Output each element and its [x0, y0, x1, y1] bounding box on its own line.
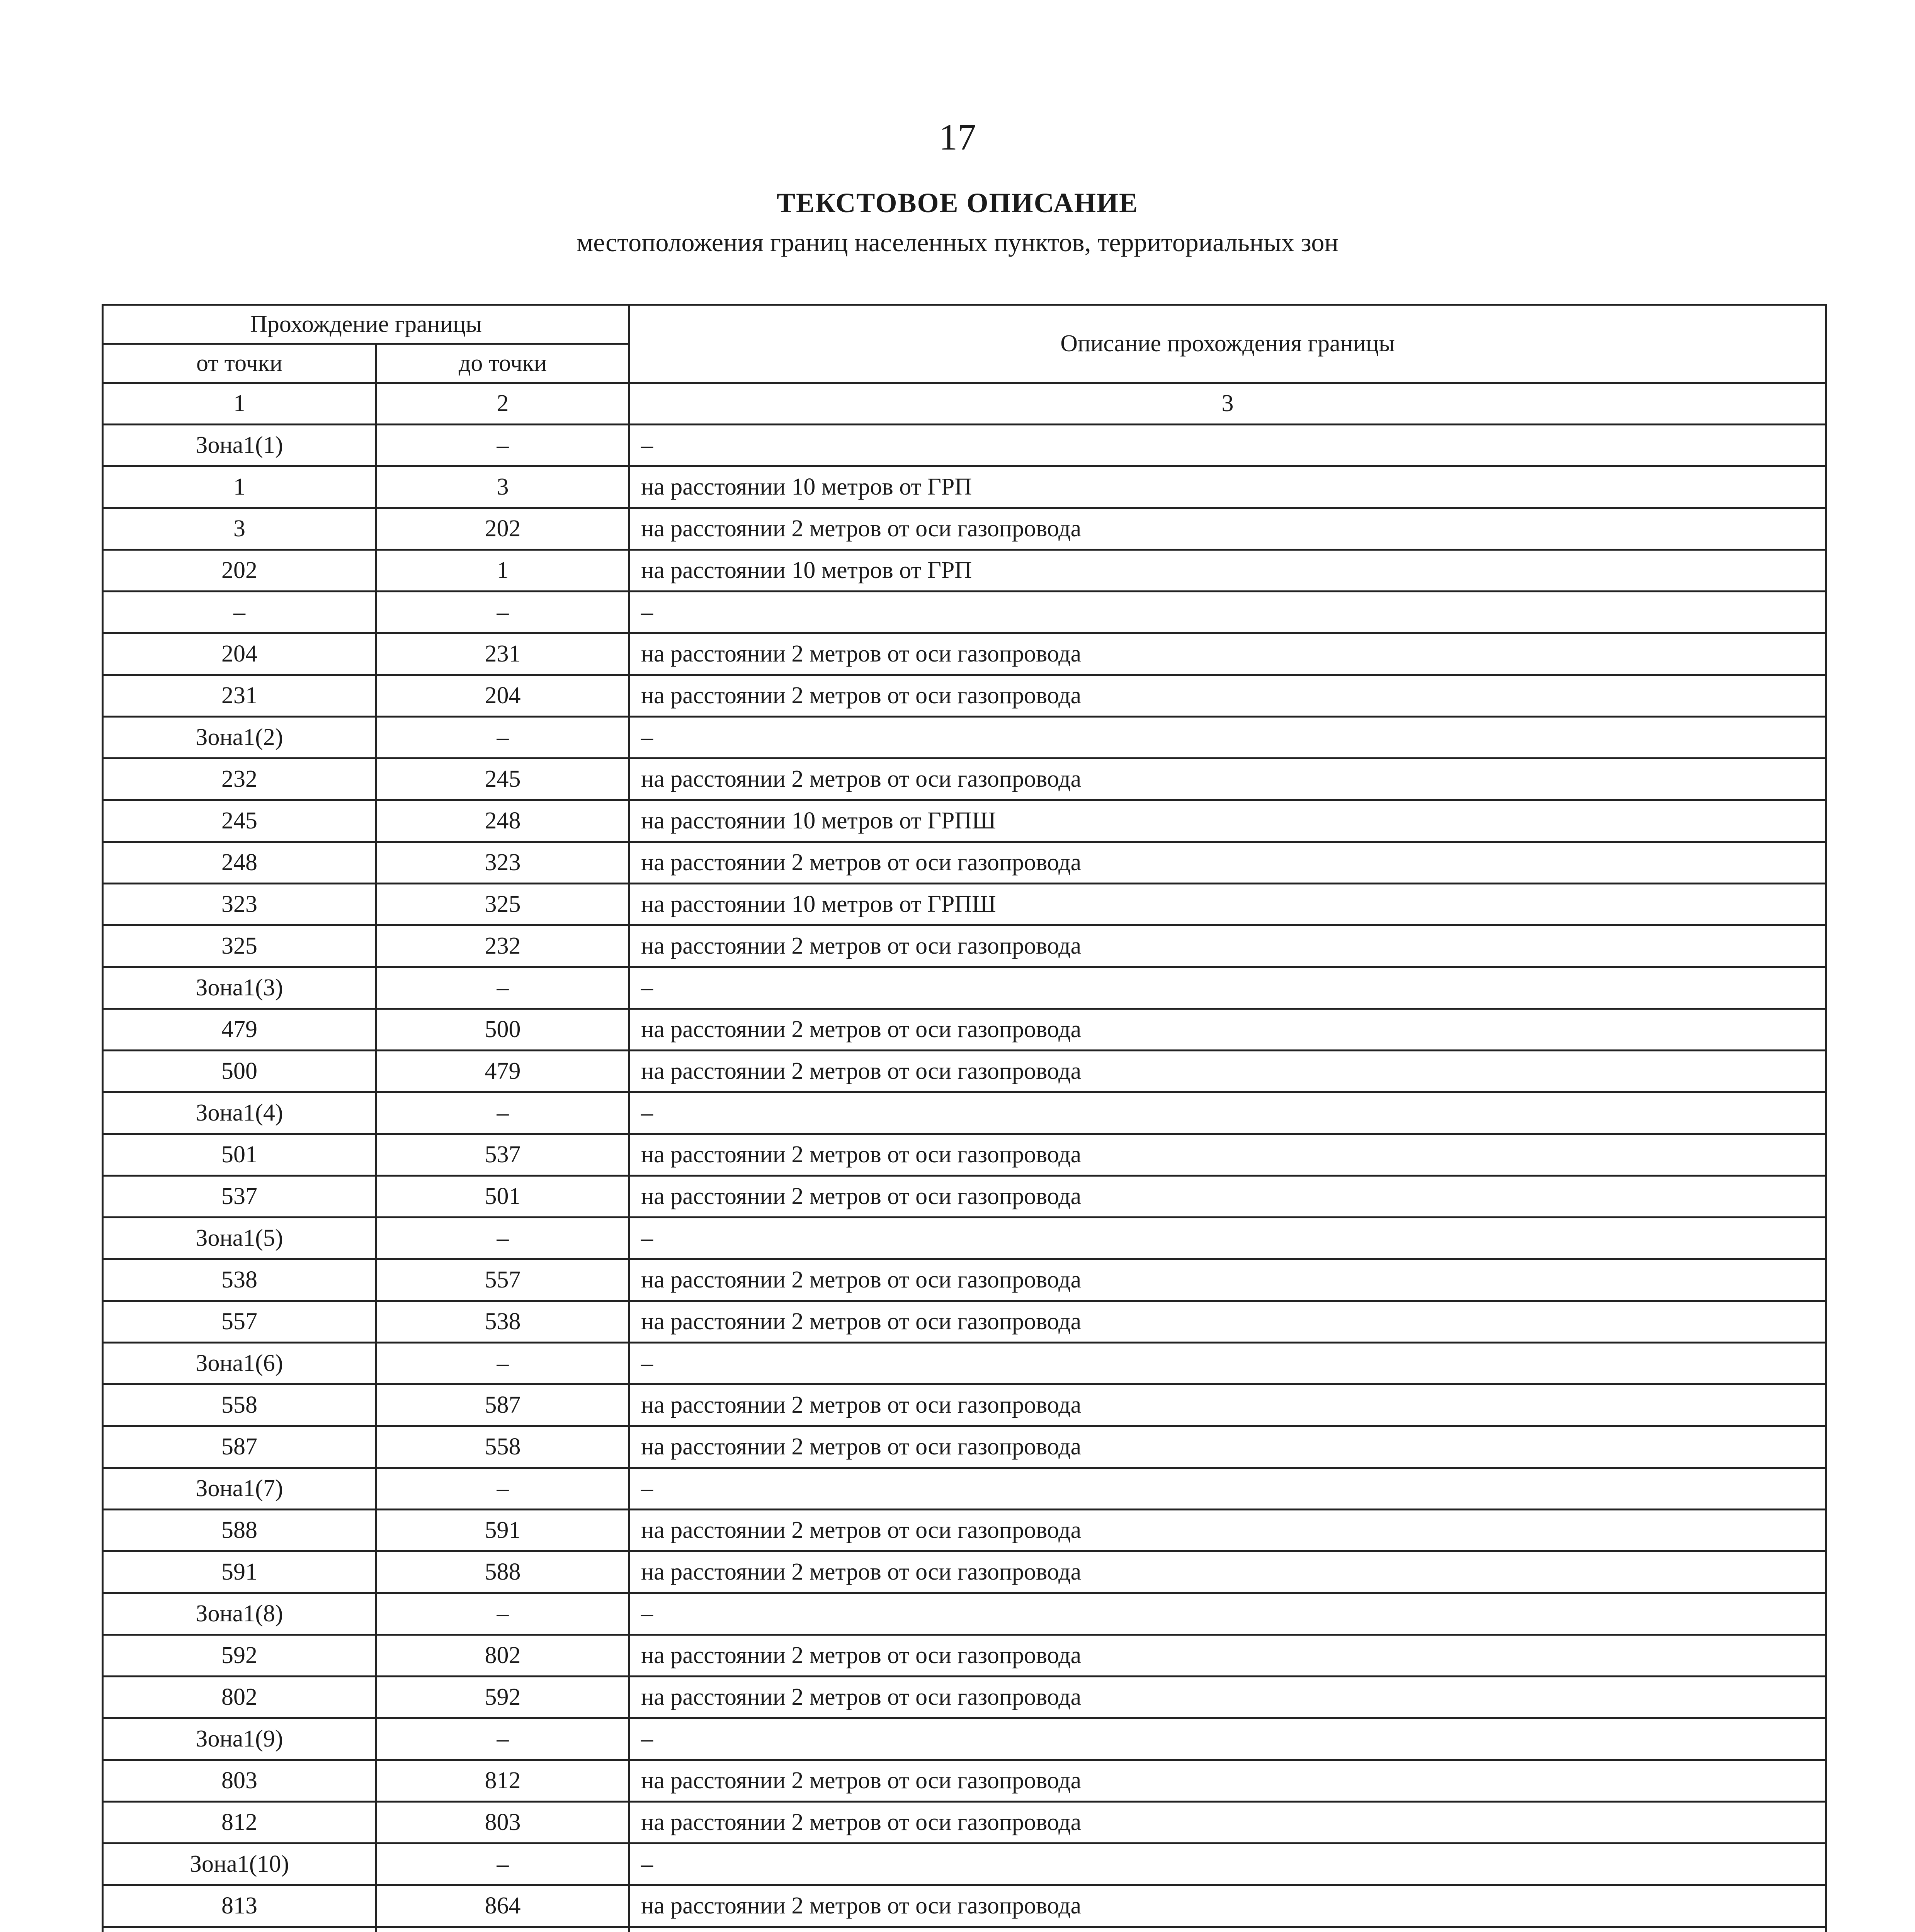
from-point-cell: 813 [103, 1885, 376, 1927]
header-from-point: от точки [103, 344, 376, 383]
description-cell: на расстоянии 2 метров от оси газопровода [629, 508, 1826, 550]
to-point-cell: 479 [376, 1051, 629, 1092]
table-row [103, 1927, 1826, 1932]
description-cell: на расстоянии 2 метров от оси газопровода [629, 1677, 1826, 1718]
description-cell: – [629, 1844, 1826, 1885]
table-row [103, 1593, 1826, 1635]
to-point-cell: 537 [376, 1134, 629, 1176]
table-row [103, 1301, 1826, 1343]
description-cell: – [629, 1593, 1826, 1635]
from-point-cell: 591 [103, 1551, 376, 1593]
description-cell: на расстоянии 2 метров от оси газопровода [629, 1259, 1826, 1301]
to-point-cell: 812 [376, 1760, 629, 1802]
table-row [103, 466, 1826, 508]
description-cell: на расстоянии 2 метров от оси газопровода [629, 1885, 1826, 1927]
to-point-cell: – [376, 1593, 629, 1635]
table-row [103, 1885, 1826, 1927]
description-cell: на расстоянии 2 метров от оси газопровода [629, 1802, 1826, 1844]
from-point-cell: Зона1(5) [103, 1218, 376, 1259]
table-row [103, 800, 1826, 842]
header-boundary-passage: Прохождение границы [103, 305, 629, 344]
table-row [103, 1510, 1826, 1551]
description-cell: на расстоянии 10 метров от ГРП [629, 550, 1826, 592]
description-cell: на расстоянии 2 метров от оси газопровода [629, 1134, 1826, 1176]
from-point-cell: 538 [103, 1259, 376, 1301]
header-description: Описание прохождения границы [629, 305, 1826, 383]
from-point-cell: 587 [103, 1426, 376, 1468]
to-point-cell: – [376, 1343, 629, 1384]
from-point-cell: 537 [103, 1176, 376, 1218]
description-cell: на расстоянии 2 метров от оси газопровода [629, 925, 1826, 967]
from-point-cell: 803 [103, 1760, 376, 1802]
table-row [103, 884, 1826, 925]
to-point-cell: 803 [376, 1802, 629, 1844]
to-point-cell: – [376, 592, 629, 633]
description-cell: на расстоянии 2 метров от оси газопровода [629, 675, 1826, 717]
description-cell: – [629, 717, 1826, 759]
description-cell: на расстоянии 2 метров от оси газопровода [629, 842, 1826, 884]
from-point-cell: 588 [103, 1510, 376, 1551]
from-point-cell: 802 [103, 1677, 376, 1718]
description-cell: – [629, 967, 1826, 1009]
table-row [103, 1844, 1826, 1885]
table-row [103, 508, 1826, 550]
page-number: 17 [939, 116, 976, 158]
description-cell: – [629, 592, 1826, 633]
from-point-cell: 325 [103, 925, 376, 967]
description-cell: на расстоянии 2 метров от оси газопровода [629, 1426, 1826, 1468]
table-row [103, 1718, 1826, 1760]
description-cell: на расстоянии 2 метров от оси газопровода [629, 1635, 1826, 1677]
column-number-row [103, 383, 1826, 425]
to-point-cell: 3 [376, 466, 629, 508]
table-row [103, 1218, 1826, 1259]
from-point-cell: 501 [103, 1134, 376, 1176]
from-point-cell [103, 1927, 376, 1932]
from-point-cell: 500 [103, 1051, 376, 1092]
table-row [103, 550, 1826, 592]
from-point-cell: 592 [103, 1635, 376, 1677]
from-point-cell: 479 [103, 1009, 376, 1051]
from-point-cell: Зона1(10) [103, 1844, 376, 1885]
from-point-cell: Зона1(6) [103, 1343, 376, 1384]
from-point-cell: 557 [103, 1301, 376, 1343]
table-row [103, 1677, 1826, 1718]
from-point-cell: Зона1(1) [103, 425, 376, 466]
from-point-cell: 812 [103, 1802, 376, 1844]
table-row [103, 1468, 1826, 1510]
from-point-cell: Зона1(4) [103, 1092, 376, 1134]
table-row [103, 1259, 1826, 1301]
description-cell: на расстоянии 2 метров от оси газопровода [629, 1551, 1826, 1593]
boundary-description-table [102, 304, 1827, 1932]
to-point-cell: – [376, 1218, 629, 1259]
table-row [103, 1635, 1826, 1677]
from-point-cell: Зона1(7) [103, 1468, 376, 1510]
to-point-cell: – [376, 1092, 629, 1134]
from-point-cell: 245 [103, 800, 376, 842]
description-cell: – [629, 425, 1826, 466]
table-row [103, 717, 1826, 759]
to-point-cell: – [376, 967, 629, 1009]
table-row [103, 425, 1826, 466]
to-point-cell: – [376, 717, 629, 759]
to-point-cell: 500 [376, 1009, 629, 1051]
description-cell: на расстоянии 2 метров от оси газопровода [629, 759, 1826, 800]
header-to-point: до точки [376, 344, 629, 383]
description-cell: на расстоянии 2 метров от оси газопровода [629, 1301, 1826, 1343]
from-point-cell: Зона1(3) [103, 967, 376, 1009]
from-point-cell: 323 [103, 884, 376, 925]
from-point-cell: 204 [103, 633, 376, 675]
from-point-cell: 3 [103, 508, 376, 550]
column-number: 2 [376, 383, 629, 425]
from-point-cell: Зона1(9) [103, 1718, 376, 1760]
table-row [103, 1802, 1826, 1844]
table-row [103, 1760, 1826, 1802]
table-header-row [103, 305, 1826, 344]
to-point-cell: 592 [376, 1677, 629, 1718]
to-point-cell: 591 [376, 1510, 629, 1551]
table-row [103, 759, 1826, 800]
description-cell: на расстоянии 2 метров от оси газопровода [629, 1051, 1826, 1092]
from-point-cell: Зона1(8) [103, 1593, 376, 1635]
table-row [103, 1009, 1826, 1051]
to-point-cell: 248 [376, 800, 629, 842]
to-point-cell: 558 [376, 1426, 629, 1468]
description-cell: на расстоянии 2 метров от оси газопровода [629, 1384, 1826, 1426]
description-cell: на расстоянии 2 метров от оси газопровода [629, 1760, 1826, 1802]
to-point-cell: 1 [376, 550, 629, 592]
to-point-cell: 588 [376, 1551, 629, 1593]
description-cell: на расстоянии 10 метров от ГРП [629, 466, 1826, 508]
from-point-cell: 248 [103, 842, 376, 884]
table-row [103, 1551, 1826, 1593]
table-body [103, 425, 1826, 1932]
table-row [103, 1092, 1826, 1134]
table-row [103, 967, 1826, 1009]
from-point-cell: 231 [103, 675, 376, 717]
to-point-cell: 245 [376, 759, 629, 800]
description-cell: – [629, 1218, 1826, 1259]
to-point-cell: 864 [376, 1885, 629, 1927]
description-cell: на расстоянии 10 метров от ГРПШ [629, 800, 1826, 842]
document-subtitle: местоположения границ населенных пунктов, территориальных зон [577, 228, 1338, 257]
column-number: 1 [103, 383, 376, 425]
table-row [103, 1426, 1826, 1468]
to-point-cell: 204 [376, 675, 629, 717]
description-cell: на расстоянии 10 метров от ГРПШ [629, 884, 1826, 925]
from-point-cell: Зона1(2) [103, 717, 376, 759]
table-row [103, 925, 1826, 967]
to-point-cell: – [376, 425, 629, 466]
table-row [103, 842, 1826, 884]
to-point-cell: 587 [376, 1384, 629, 1426]
table-row [103, 592, 1826, 633]
to-point-cell: – [376, 1468, 629, 1510]
from-point-cell: 1 [103, 466, 376, 508]
to-point-cell: 202 [376, 508, 629, 550]
to-point-cell: 325 [376, 884, 629, 925]
to-point-cell: – [376, 1844, 629, 1885]
description-cell: – [629, 1092, 1826, 1134]
from-point-cell: 558 [103, 1384, 376, 1426]
to-point-cell: – [376, 1718, 629, 1760]
description-cell [629, 1927, 1826, 1932]
description-cell: на расстоянии 2 метров от оси газопровода [629, 1176, 1826, 1218]
from-point-cell: 232 [103, 759, 376, 800]
description-cell: – [629, 1343, 1826, 1384]
table-row [103, 1134, 1826, 1176]
to-point-cell: 557 [376, 1259, 629, 1301]
column-number: 3 [629, 383, 1826, 425]
description-cell: на расстоянии 2 метров от оси газопровода [629, 633, 1826, 675]
from-point-cell: – [103, 592, 376, 633]
document-title: ТЕКСТОВОЕ ОПИСАНИЕ [776, 187, 1139, 218]
table-row [103, 1176, 1826, 1218]
table-row [103, 1384, 1826, 1426]
description-cell: – [629, 1468, 1826, 1510]
table-row [103, 675, 1826, 717]
description-cell: на расстоянии 2 метров от оси газопровода [629, 1510, 1826, 1551]
table-row [103, 633, 1826, 675]
to-point-cell: 231 [376, 633, 629, 675]
table-row [103, 1051, 1826, 1092]
to-point-cell: 232 [376, 925, 629, 967]
to-point-cell: 802 [376, 1635, 629, 1677]
to-point-cell: 501 [376, 1176, 629, 1218]
table-row [103, 1343, 1826, 1384]
to-point-cell [376, 1927, 629, 1932]
description-cell: – [629, 1718, 1826, 1760]
description-cell: на расстоянии 2 метров от оси газопровода [629, 1009, 1826, 1051]
to-point-cell: 323 [376, 842, 629, 884]
from-point-cell: 202 [103, 550, 376, 592]
to-point-cell: 538 [376, 1301, 629, 1343]
